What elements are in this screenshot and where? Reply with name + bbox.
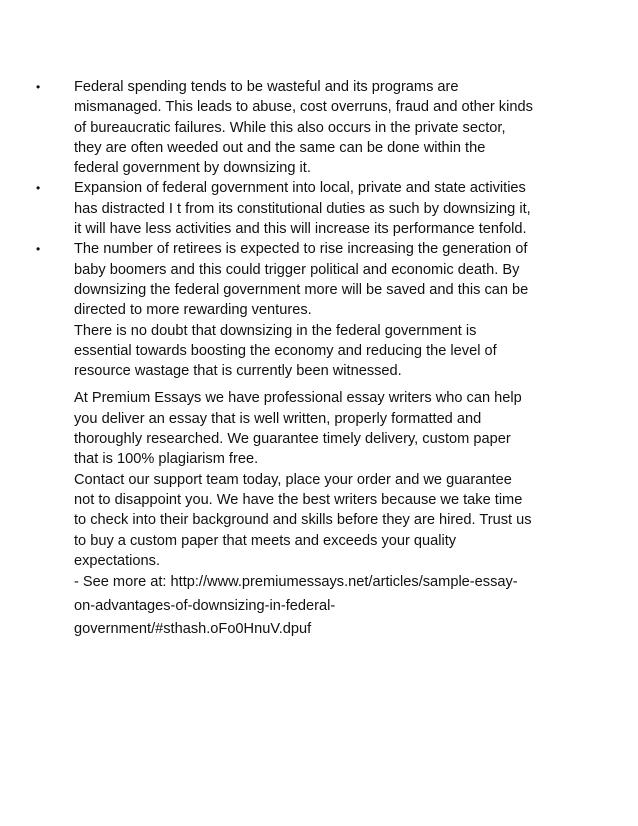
see-more-line: - See more at: http://www.premiumessays.net/articles/sample-essay-	[74, 574, 518, 591]
document-body	[36, 77, 574, 642]
promo-line: At Premium Essays we have professional essay writers who can help	[74, 390, 522, 407]
bullet-icon: •	[36, 181, 41, 196]
promo-line: expectations.	[74, 552, 160, 569]
see-more-source	[74, 571, 574, 642]
bullet-line: mismanaged. This leads to abuse, cost overruns, fraud and other kinds	[74, 99, 533, 116]
promo-line: that is 100% plagiarism free.	[74, 451, 259, 468]
bullet-line: of bureaucratic failures. While this also occurs in the private sector,	[74, 119, 506, 136]
promo-paragraph	[74, 388, 574, 571]
bullet-list	[36, 77, 574, 381]
promo-line: Contact our support team today, place your order and we guarantee	[74, 471, 512, 488]
bullet-item-2	[36, 178, 574, 239]
promo-line: you deliver an essay that is well written, properly formatted and	[74, 410, 482, 427]
bullet-item-1	[36, 77, 574, 178]
bullet-line: baby boomers and this could trigger political and economic death. By	[74, 261, 520, 278]
bullet-icon: •	[36, 242, 41, 257]
bullet-line: it will have less activities and this will increase its performance tenfold.	[74, 221, 527, 238]
conclusion-line: essential towards boosting the economy and reducing the level of	[74, 342, 497, 359]
conclusion-line: resource wastage that is currently been witnessed.	[74, 363, 402, 380]
bullet-line: federal government by downsizing it.	[74, 160, 311, 177]
bullet-line: Federal spending tends to be wasteful and its programs are	[74, 79, 459, 95]
bullet-line: directed to more rewarding ventures.	[74, 302, 312, 319]
conclusion-paragraph	[74, 321, 574, 382]
bullet-line: they are often weeded out and the same can be done within the	[74, 139, 486, 156]
promo-line: thoroughly researched. We guarantee timely delivery, custom paper	[74, 431, 511, 448]
bullet-line: downsizing the federal government more will be saved and this can be	[74, 281, 529, 298]
bullet-line: Expansion of federal government into local, private and state activities	[74, 180, 526, 197]
conclusion-line: There is no doubt that downsizing in the federal government is	[74, 322, 477, 339]
promo-line: to check into their background and skills before they are hired. Trust us	[74, 512, 532, 529]
bullet-line: has distracted I t from its constitutional duties as such by downsizing it,	[74, 200, 531, 217]
promo-line: not to disappoint you. We have the best writers because we take time	[74, 491, 523, 508]
bullet-icon: •	[36, 80, 41, 94]
see-more-line: government/#sthash.oFo0HnuV.dpuf	[74, 621, 312, 638]
promo-line: to buy a custom paper that meets and exceeds your quality	[74, 532, 457, 549]
see-more-line: on-advantages-of-downsizing-in-federal-	[74, 597, 336, 614]
bullet-line: The number of retirees is expected to rise increasing the generation of	[74, 241, 528, 258]
bullet-item-3	[36, 239, 574, 381]
